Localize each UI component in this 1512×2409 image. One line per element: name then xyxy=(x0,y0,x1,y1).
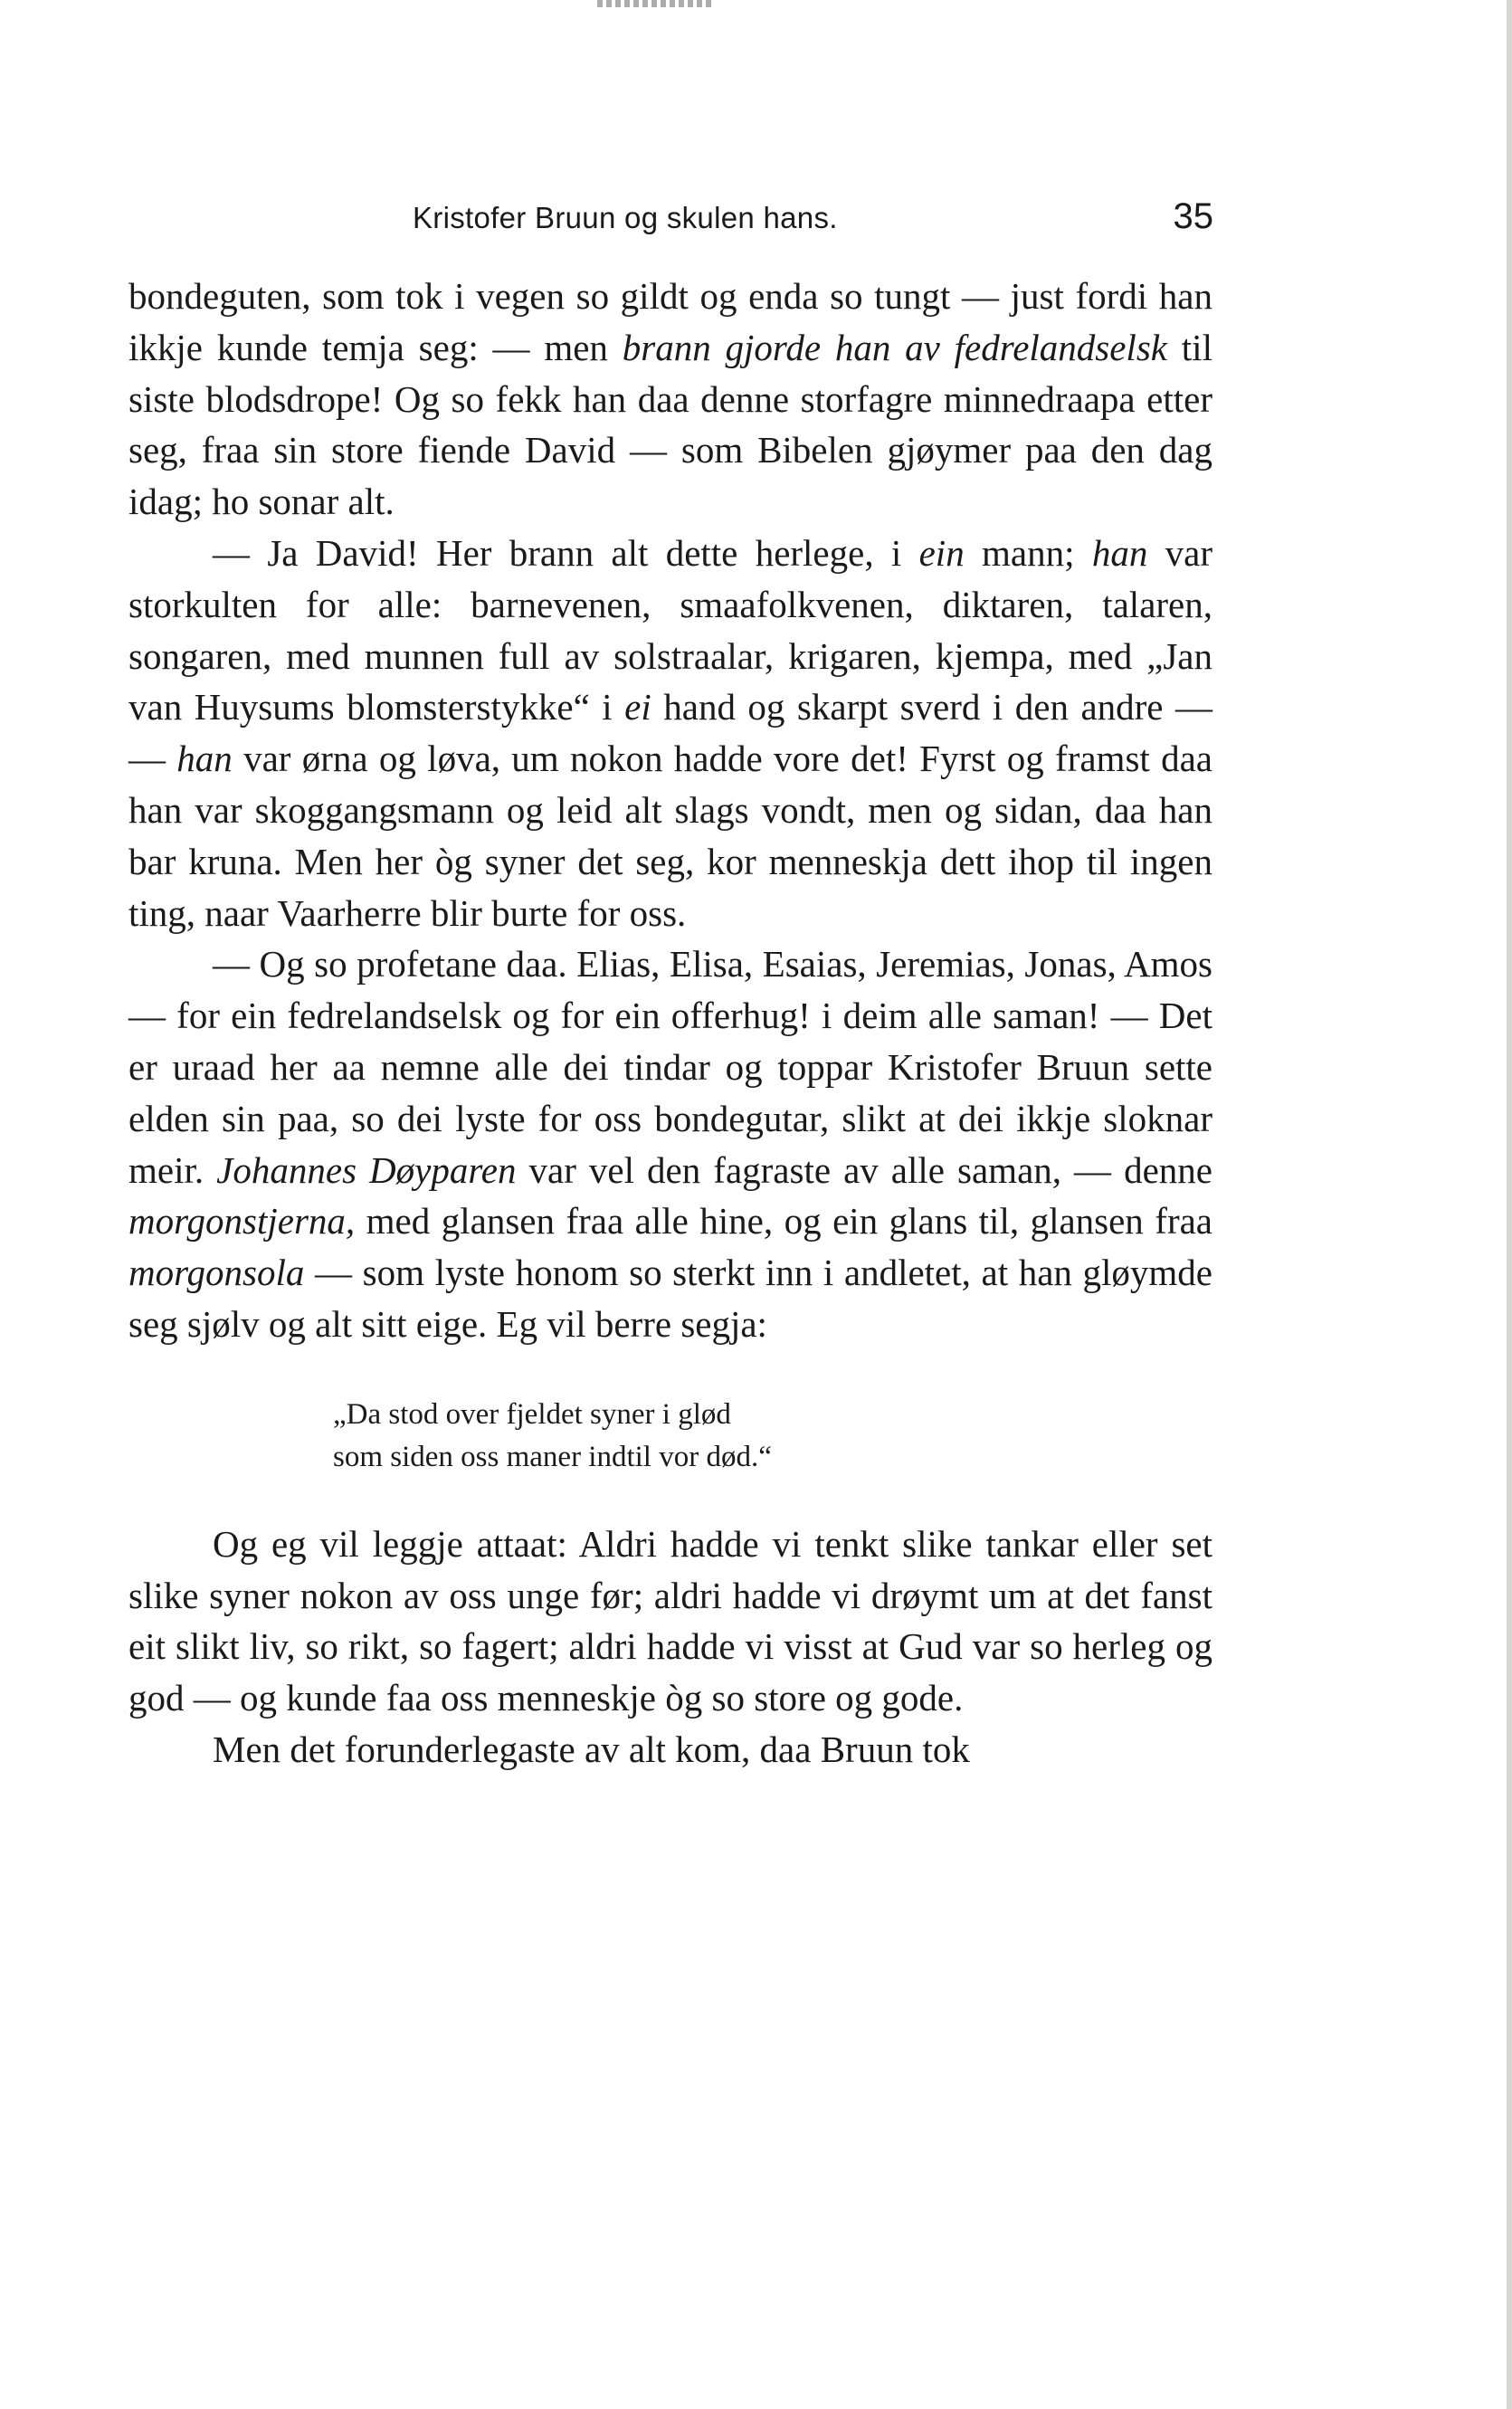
page-edge xyxy=(1507,0,1512,2409)
text-run: var ørna og løva, um nokon hadde vore det! Fyrst og framst daa han var skoggangsmann og leid alt slags vondt, men og sidan, daa han bar kruna. Men her òg syner det seg, kor menneskja dett ihop til ingen ting, naar Vaarherre blir burte for oss. xyxy=(128,738,1212,934)
page-number: 35 xyxy=(1173,196,1213,236)
text-run: til siste blodsdrope! Og so fekk han daa denne storfagre minnedraapa etter seg, fraa sin store fiende David — som Bibelen gjøymer paa den dag idag; ho sonar alt. xyxy=(128,326,1212,523)
paragraph-1 xyxy=(128,271,1212,528)
text-run: Og eg vil leggje attaat: Aldri hadde vi tenkt slike tankar eller set slike syner nokon av oss unge før; aldri hadde vi drøymt um at det fanst eit slikt liv, so rikt, so fagert; aldri hadde vi visst at Gud var so herleg og god — og kunde faa oss menneskje òg so store og gode. xyxy=(128,1522,1212,1719)
italic-text: han xyxy=(1091,531,1148,574)
italic-text: ein xyxy=(918,531,965,574)
text-run: hand og skarpt sverd i den andre — — xyxy=(128,686,1212,780)
italic-text: brann gjorde han av fedrelandselsk xyxy=(622,326,1167,368)
text-run: mann; xyxy=(964,531,1092,574)
text-run: var storkulten for alle: barnevenen, smaafolkvenen, diktaren, talaren, songaren, med munnen full av solstraalar, krigaren, kjempa, med „Jan van Huysums blomsterstykke“ i xyxy=(128,531,1212,728)
page-header xyxy=(413,194,1213,239)
italic-text: ei xyxy=(624,686,651,728)
text-run: Men det forunderlegaste av alt kom, daa Bruun tok xyxy=(213,1728,970,1770)
italic-text: han xyxy=(176,738,233,780)
italic-text: morgonsola xyxy=(128,1252,305,1294)
text-run: — Og so profetane daa. Elias, Elisa, Esaias, Jeremias, Jonas, Amos — for ein fedrelandselsk og for ein offerhug! i deim alle saman! — Det er uraad her aa nemne alle dei tindar og toppar Kristofer Bruun sette elden sin paa, so dei lyste for oss bondegutar, slikt at dei ikkje sloknar meir. xyxy=(128,943,1212,1191)
text-run: — som lyste honom so sterkt inn i andletet, at han gløymde seg sjølv og alt sitt eige. Eg vil berre segja: xyxy=(128,1252,1212,1345)
text-run: med glansen fraa alle hine, og ein glans til, glansen fraa xyxy=(355,1200,1212,1243)
text-run: — Ja David! Her brann alt dette herlege, i xyxy=(213,531,919,574)
running-title: Kristofer Bruun og skulen hans. xyxy=(413,201,838,234)
quote-line-1: „Da stod over fjeldet syner i glød xyxy=(333,1397,731,1431)
scan-mark xyxy=(597,0,715,7)
text-run: bondeguten, som tok i vegen so gildt og enda so tungt — just fordi han ikkje kunde temja seg: — men xyxy=(128,275,1212,368)
paragraph-5 xyxy=(128,1724,1212,1776)
paragraph-3 xyxy=(128,938,1212,1349)
paragraph-4 xyxy=(128,1519,1212,1724)
text-run: var vel den fagraste av alle saman, — denne xyxy=(516,1148,1212,1191)
body-text xyxy=(128,271,1212,1776)
paragraph-2 xyxy=(128,528,1212,938)
italic-text: Johannes Døyparen xyxy=(216,1148,517,1191)
quote-line-2: som siden oss maner indtil vor død.“ xyxy=(333,1440,772,1473)
verse-quote xyxy=(333,1394,1212,1479)
italic-text: morgonstjerna, xyxy=(128,1200,356,1243)
